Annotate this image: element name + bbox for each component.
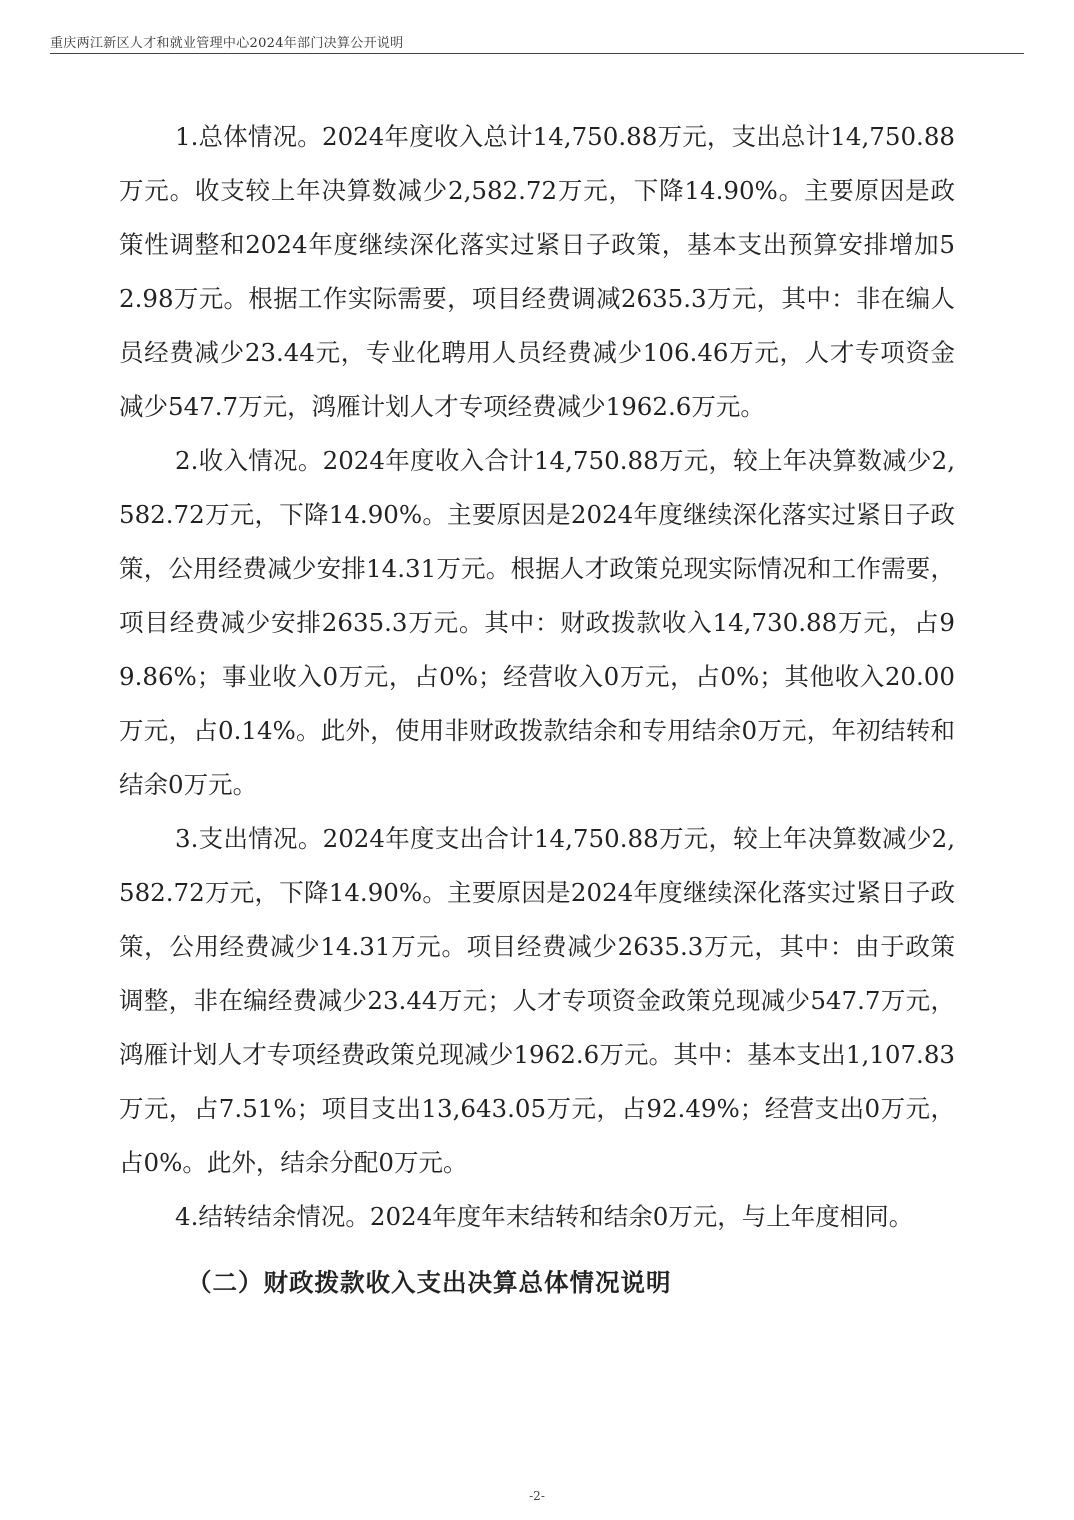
page-number: -2-: [529, 1489, 545, 1503]
paragraph-income: 2.收入情况。2024年度收入合计14,750.88万元，较上年决算数减少2,582.72万元，下降14.90%。主要原因是2024年度继续深化落实过紧日子政策，公用经费减少安排14.31万元。根据人才政策兑现实际情况和工作需要，项目经费减少安排2635.3万元。其中：财政拨款收入14,730.88万元，占99.86%；事业收入0万元，占0%；经营收入0万元，占0%；其他收入20.00万元，占0.14%。此外，使用非财政拨款结余和专用结余0万元，年初结转和结余0万元。: [119, 446, 955, 799]
paragraph-expenditure: 3.支出情况。2024年度支出合计14,750.88万元，较上年决算数减少2,582.72万元，下降14.90%。主要原因是2024年度继续深化落实过紧日子政策，公用经费减少14.31万元。项目经费减少2635.3万元，其中：由于政策调整，非在编经费减少23.44万元；人才专项资金政策兑现减少547.7万元，鸿雁计划人才专项经费政策兑现减少1962.6万元。其中：基本支出1,107.83万元，占7.51%；项目支出13,643.05万元，占92.49%；经营支出0万元，占0%。此外，结余分配0万元。: [119, 824, 955, 1177]
running-header: 重庆两江新区人才和就业管理中心2024年部门决算公开说明: [50, 36, 404, 51]
paragraph-carryover: 4.结转结余情况。2024年度年末结转和结余0万元，与上年度相同。: [175, 1202, 914, 1231]
paragraph-overall: 1.总体情况。2024年度收入总计14,750.88万元，支出总计14,750.88万元。收支较上年决算数减少2,582.72万元，下降14.90%。主要原因是政策性调整和2024年度继续深化落实过紧日子政策，基本支出预算安排增加52.98万元。根据工作实际需要，项目经费调减2635.3万元，其中：非在编人员经费减少23.44元，专业化聘用人员经费减少106.46万元，人才专项资金减少547.7万元，鸿雁计划人才专项经费减少1962.6万元。: [119, 122, 955, 421]
body-text: [119, 110, 955, 1310]
header-divider: [50, 53, 1024, 54]
section-heading: （二）财政拨款收入支出决算总体情况说明: [187, 1268, 672, 1297]
